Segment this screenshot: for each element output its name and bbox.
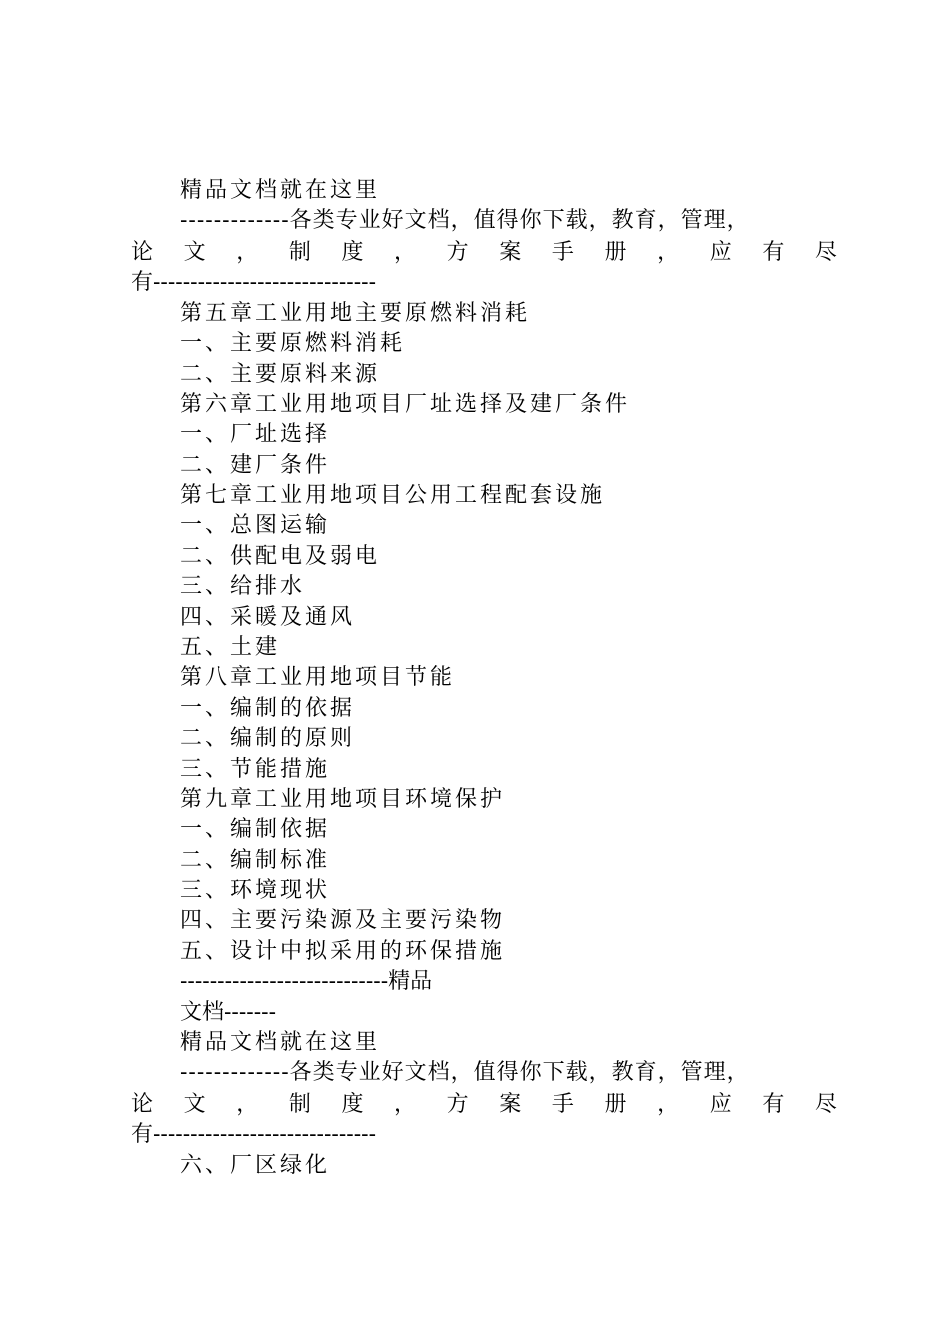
header-tagline: -------------各类专业好文档，值得你下载，教育，管理，: [180, 1060, 750, 1085]
spread-char: 方: [446, 1092, 469, 1117]
spread-char: 尽: [814, 1092, 837, 1117]
toc-item: 三、环境现状: [180, 878, 331, 903]
spread-char: 文: [183, 1092, 206, 1117]
toc-item: 六、厂区绿化: [180, 1153, 331, 1178]
spread-char: 案: [499, 240, 522, 265]
toc-item: 三、给排水: [180, 574, 306, 599]
toc-item: 一、厂址选择: [180, 422, 331, 447]
header-tagline-spread: [131, 1090, 837, 1120]
toc-chapter: 第六章工业用地项目厂址选择及建厂条件: [180, 392, 631, 417]
spread-char: 制: [288, 1092, 311, 1117]
toc-item: 二、建厂条件: [180, 453, 331, 478]
spread-char: ，: [394, 240, 417, 265]
toc-chapter: 第五章工业用地主要原燃料消耗: [180, 301, 531, 326]
toc-item: 一、总图运输: [180, 513, 331, 538]
toc-item: 五、设计中拟采用的环保措施: [180, 939, 506, 964]
toc-chapter: 第八章工业用地项目节能: [180, 665, 456, 690]
spread-char: 册: [604, 240, 627, 265]
spread-char: 有: [762, 240, 785, 265]
toc-item: 二、供配电及弱电: [180, 544, 381, 569]
header-title: 精品文档就在这里: [180, 178, 381, 203]
spread-char: 文: [183, 240, 206, 265]
spread-char: 应: [709, 240, 732, 265]
toc-item: 二、编制的原则: [180, 726, 356, 751]
header-rule: 有------------------------------: [131, 270, 377, 295]
toc-item: 二、主要原料来源: [180, 362, 381, 387]
toc-item: 一、编制依据: [180, 817, 331, 842]
toc-item: 二、编制标准: [180, 848, 331, 873]
spread-char: 册: [604, 1092, 627, 1117]
footer-rule-end: 文档-------: [180, 1000, 277, 1025]
spread-char: 方: [446, 240, 469, 265]
header-tagline-spread: [131, 238, 837, 268]
spread-char: 应: [709, 1092, 732, 1117]
spread-char: 尽: [814, 240, 837, 265]
spread-char: 手: [551, 1092, 574, 1117]
spread-char: 度: [341, 240, 364, 265]
header-tagline: -------------各类专业好文档，值得你下载，教育，管理，: [180, 208, 750, 233]
spread-char: ，: [236, 1092, 259, 1117]
toc-item: 一、编制的依据: [180, 696, 356, 721]
spread-char: 度: [341, 1092, 364, 1117]
toc-item: 四、主要污染源及主要污染物: [180, 908, 506, 933]
spread-char: 制: [288, 240, 311, 265]
spread-char: 手: [551, 240, 574, 265]
toc-item: 四、采暖及通风: [180, 605, 356, 630]
spread-char: ，: [657, 1092, 680, 1117]
toc-item: 五、土建: [180, 635, 281, 660]
spread-char: 论: [131, 240, 154, 265]
footer-rule: ----------------------------精品: [180, 969, 433, 994]
spread-char: ，: [394, 1092, 417, 1117]
toc-item: 一、主要原燃料消耗: [180, 331, 406, 356]
header-title: 精品文档就在这里: [180, 1030, 381, 1055]
header-rule: 有------------------------------: [131, 1122, 377, 1147]
spread-char: ，: [657, 240, 680, 265]
toc-item: 三、节能措施: [180, 757, 331, 782]
spread-char: 论: [131, 1092, 154, 1117]
spread-char: 有: [762, 1092, 785, 1117]
toc-chapter: 第九章工业用地项目环境保护: [180, 787, 506, 812]
toc-chapter: 第七章工业用地项目公用工程配套设施: [180, 483, 606, 508]
spread-char: ，: [236, 240, 259, 265]
spread-char: 案: [499, 1092, 522, 1117]
